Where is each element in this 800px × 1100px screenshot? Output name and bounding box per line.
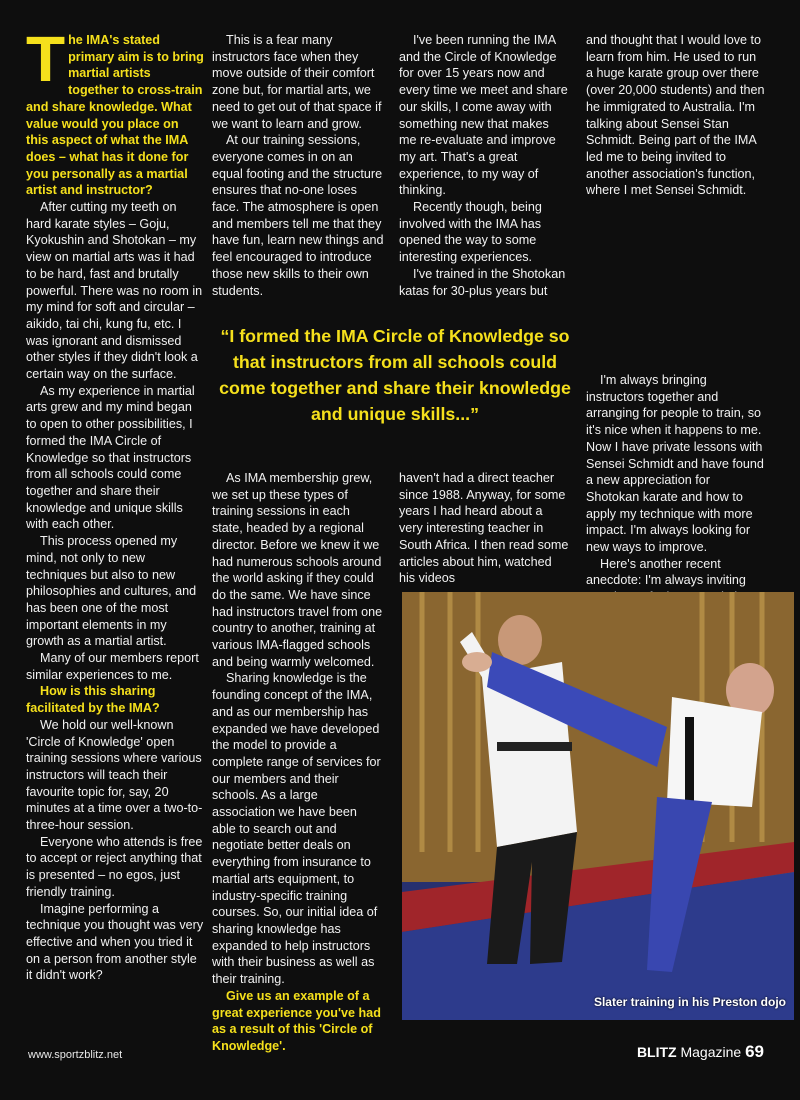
column-3-bottom — [399, 470, 569, 587]
column-4-top — [586, 32, 766, 199]
column-3-top — [399, 32, 569, 299]
paragraph: Many of our members report similar experiences to me. — [26, 651, 199, 682]
paragraph: We hold our well-known 'Circle of Knowledge' open training sessions where various instructors will teach their favourite topic for, say, 20 minutes at a time over a two-to-three-hour session. — [26, 717, 203, 833]
paragraph: I'm always bringing instructors together and arranging for people to train, so it's nice when it happens to me. Now I have private lessons with Sensei Schmidt and have found a new appreciation for Shotokan karate and how to apply my technique with more impact. I'm always looking for new ways to improve. — [586, 373, 764, 555]
column-1 — [26, 23, 204, 984]
paragraph: This is a fear many instructors face when they move outside of their comfort zone but, for martial arts, we need to get out of that space if we want to learn and grow. — [212, 33, 382, 131]
paragraph: Everyone who attends is free to accept or reject anything that is presented – no egos, just friendly training. — [26, 834, 203, 899]
footer-magazine — [637, 1042, 764, 1062]
training-photo-illustration — [402, 592, 794, 1020]
paragraph: Recently though, being involved with the IMA has opened the way to some interesting experiences. — [399, 200, 542, 265]
pull-quote: “I formed the IMA Circle of Knowledge so that instructors from all schools could come together and share their knowledge and unique skills...” — [219, 326, 571, 424]
paragraph: Imagine performing a technique you thought was very effective and when you tried it on a person from another style it didn't work? — [26, 901, 204, 983]
paragraph: Sharing knowledge is the founding concept of the IMA, and as our membership has expanded we have developed the model to provide a complete range of services for our members and their schools. As a large association we have been able to search out and negotiate better deals on everything from insurance to martial arts equipment, to industry-specific training courses. So, our initial idea of sharing knowledge has expanded to help instructors with their business as well as their training. — [212, 671, 381, 987]
magazine-suffix: Magazine — [680, 1044, 742, 1060]
column-2-bottom — [212, 470, 384, 1055]
paragraph: This process opened my mind, not only to new techniques but also to new philosophies and cultures, and has been one of the most important elements in my growth as a martial artist. — [26, 534, 197, 649]
column-2-top — [212, 32, 384, 299]
drop-cap: T — [26, 23, 66, 95]
paragraph: As IMA membership grew, we set up these types of training sessions in each state, headed by a regional director. Before we knew it we had numerous schools around the world asking if they could do the same. We have since had instructors travel from one country to another, training at various IMA-flagged schools and being warmly welcomed. — [212, 471, 383, 669]
lead-question: The IMA's stated primary aim is to bring martial artists together to cross-train and share knowledge. What value would you place on this aspect of what the IMA does – what has it done for you personally as a martial artist and instructor? — [26, 23, 204, 198]
paragraph: and thought that I would love to learn from him. He used to run a huge karate group over there (over 20,000 students) and then he immigrated to Australia. I'm talking about Sensei Stan Schmidt. Being part of the IMA led me to being invited to another association's function, where I met Sensei Schmidt. — [586, 33, 765, 198]
paragraph: I've trained in the Shotokan katas for 30-plus years but — [399, 266, 566, 298]
interview-question: How is this sharing facilitated by the IMA? — [26, 684, 160, 716]
paragraph: As my experience in martial arts grew and my mind began to open to other possibilities, I formed the IMA Circle of Knowledge so that instructors from all schools could come together and share their knowledge and unique skills with each other. — [26, 383, 195, 532]
photo-caption: Slater training in his Preston dojo — [593, 995, 786, 1009]
page-number: 69 — [745, 1042, 764, 1061]
interview-question: Give us an example of a great experience you've had as a result of this 'Circle of Knowledge'. — [212, 988, 381, 1053]
paragraph: At our training sessions, everyone comes in on an equal footing and the structure ensures that no-one loses face. The atmosphere is open and members tell me that they have fun, learn new things and feel encouraged to introduce those new skills to their own students. — [212, 133, 384, 298]
paragraph: haven't had a direct teacher since 1988. Anyway, for some years I had heard about a very interesting teacher in South Africa. I then read some articles about him, watched his videos — [399, 471, 569, 586]
article-photo — [402, 592, 794, 1020]
footer-website: www.sportzblitz.net — [28, 1049, 123, 1061]
magazine-name: BLITZ — [636, 1044, 677, 1060]
paragraph: I've been running the IMA and the Circle of Knowledge for over 15 years now and every time we meet and share our skills, I come away with something new that makes me re-evaluate and improve my art. That's a great experience, to my way of thinking. — [399, 33, 568, 198]
paragraph: Here's another recent anecdote: I'm always inviting — [586, 556, 746, 588]
paragraph: After cutting my teeth on hard karate styles – Goju, Kyokushin and Shotokan – my view on martial arts was it had to be hard, fast and brutally powerful. There was no room in my mind for soft and circular – aikido, tai chi, kung fu, etc. I was ignorant and dismissed other styles if they didn't look a certain way on the surface. — [26, 200, 203, 382]
